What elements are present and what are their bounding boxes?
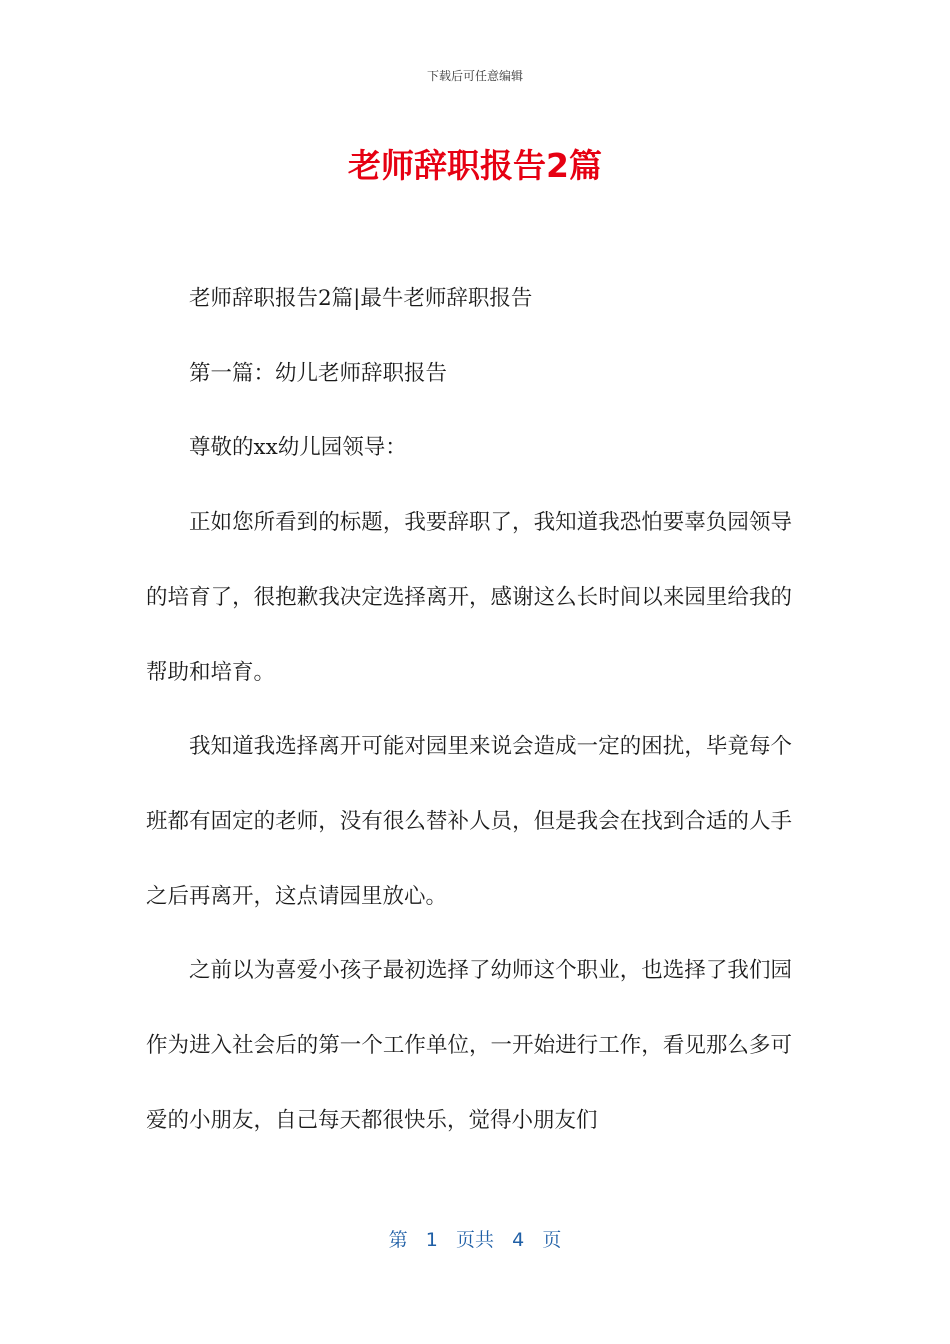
document-title: 老师辞职报告2篇 bbox=[348, 146, 602, 185]
footer-prefix: 第 bbox=[388, 1229, 408, 1251]
footer-total-pages: 4 bbox=[512, 1229, 525, 1251]
paragraph-salutation: 尊敬的xx幼儿园领导： bbox=[189, 435, 407, 461]
footer-suffix: 页 bbox=[542, 1229, 562, 1251]
document-body bbox=[146, 262, 792, 1158]
header-note: 下载后可任意编辑 bbox=[426, 69, 523, 83]
page-footer bbox=[0, 1225, 950, 1252]
paragraph-body-2: 我知道我选择离开可能对园里来说会造成一定的困扰，毕竟每个班都有固定的老师，没有很么替补人员，但是我会在找到合适的人手之后再离开，这点请园里放心。 bbox=[146, 734, 792, 909]
paragraph-subtitle: 老师辞职报告2篇|最牛老师辞职报告 bbox=[189, 286, 533, 311]
paragraph-body-1: 正如您所看到的标题，我要辞职了，我知道我恐怕要辜负园领导的培育了，很抱歉我决定选择离开，感谢这么长时间以来园里给我的帮助和培育。 bbox=[146, 510, 792, 685]
footer-middle: 页共 bbox=[455, 1229, 494, 1251]
footer-current-page: 1 bbox=[425, 1229, 438, 1251]
paragraph-body-3: 之前以为喜爱小孩子最初选择了幼师这个职业，也选择了我们园作为进入社会后的第一个工作单位，一开始进行工作，看见那么多可爱的小朋友，自己每天都很快乐，觉得小朋友们 bbox=[146, 958, 792, 1133]
paragraph-section-heading: 第一篇：幼儿老师辞职报告 bbox=[189, 360, 448, 386]
